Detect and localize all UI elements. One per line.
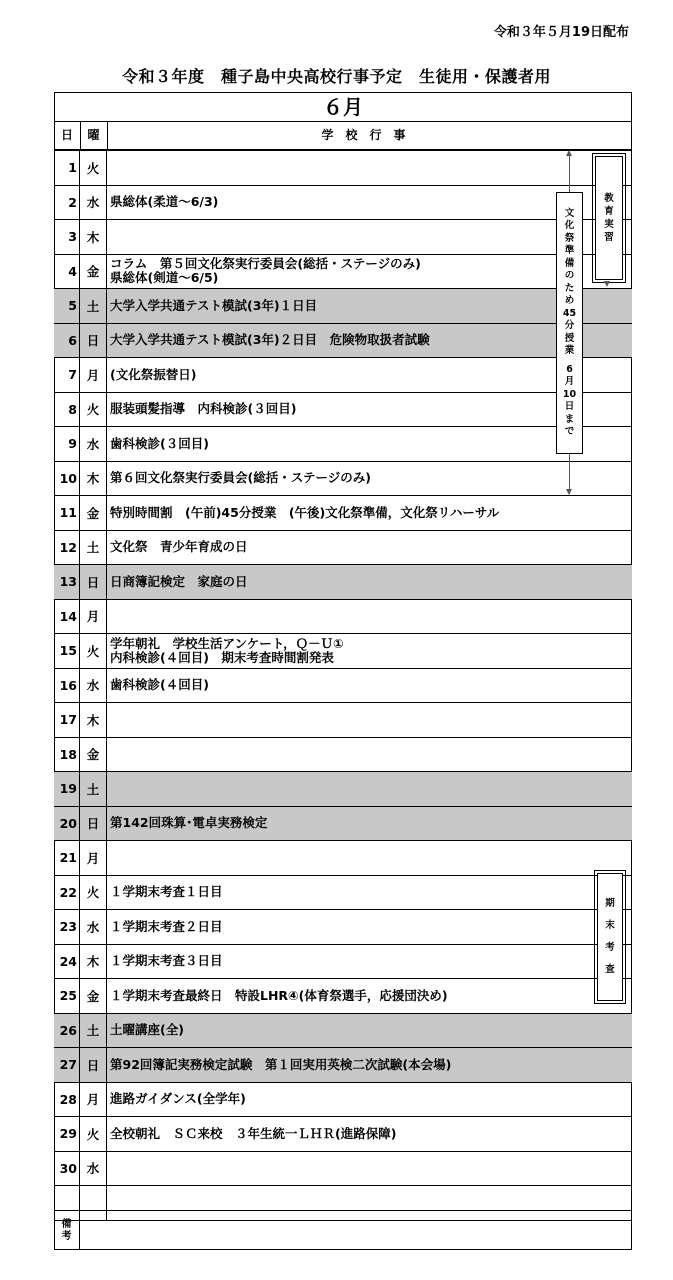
vertical-char: 月 (564, 376, 575, 387)
vertical-char: た (564, 282, 575, 294)
event-line: (文化祭振替日) (110, 366, 197, 382)
event-line: 歯科検診(４回目) (110, 677, 209, 693)
row-day: 3 (54, 220, 80, 254)
row-day: 7 (54, 358, 80, 392)
row-events (110, 634, 632, 668)
header-events: 学校行事 (321, 128, 418, 142)
row-events (110, 1152, 632, 1186)
row-events (110, 1014, 632, 1048)
schedule-rows (54, 151, 632, 1221)
row-events (110, 876, 632, 910)
table-row (54, 565, 632, 600)
row-day: 1 (54, 151, 80, 185)
table-row (54, 289, 632, 324)
notes-label-char: 備 (61, 1218, 72, 1230)
event-line: 歯科検診(３回目) (110, 435, 209, 451)
row-weekday: 金 (80, 979, 107, 1013)
event-line: １学期末考査最終日 特設LHR④(体育祭選手，応援団決め) (110, 987, 448, 1003)
vertical-char: 45 (562, 307, 577, 319)
row-weekday: 火 (80, 634, 107, 668)
row-day: 12 (54, 531, 80, 565)
row-day: 10 (54, 462, 80, 496)
row-weekday: 水 (80, 669, 107, 703)
row-events (110, 531, 632, 565)
row-day: 16 (54, 669, 80, 703)
notes-label-char: 考 (61, 1230, 72, 1242)
vertical-char: 分 (564, 320, 575, 331)
row-weekday: 水 (80, 186, 107, 220)
row-events (110, 669, 632, 703)
vertical-char: 業 (564, 345, 575, 356)
row-day: 23 (54, 910, 80, 944)
notes-row (54, 1210, 632, 1250)
table-row (54, 738, 632, 773)
table-row (54, 1048, 632, 1083)
row-weekday: 土 (80, 531, 107, 565)
row-day: 4 (54, 255, 80, 289)
row-day: 19 (54, 772, 80, 806)
row-day: 9 (54, 427, 80, 461)
event-line: 特別時間割 (午前)45分授業 (午後)文化祭準備，文化祭リハーサル (110, 504, 500, 520)
table-row (54, 841, 632, 876)
row-events (110, 151, 632, 185)
row-events (110, 358, 632, 392)
kyoiku-jisshu-box (595, 156, 623, 280)
table-row (54, 220, 632, 255)
kyoiku-arrow-icon (604, 281, 610, 287)
vertical-char: 備 (564, 257, 575, 269)
vertical-char: 6 (566, 363, 573, 375)
vertical-char: 化 (564, 220, 575, 231)
row-day: 8 (54, 393, 80, 427)
row-events (110, 496, 632, 530)
bunkasai-arrow-up-icon (566, 150, 572, 156)
row-day: 17 (54, 703, 80, 737)
row-events (110, 427, 632, 461)
row-events (110, 772, 632, 806)
row-day: 15 (54, 634, 80, 668)
vertical-char: め (564, 295, 575, 306)
table-row (54, 186, 632, 221)
row-day: 24 (54, 945, 80, 979)
page-title: 令和３年度 種子島中央高校行事予定 生徒用・保護者用 (121, 67, 551, 86)
row-events (110, 324, 632, 358)
row-day: 27 (54, 1048, 80, 1082)
table-row (54, 1014, 632, 1049)
table-row (54, 634, 632, 669)
vertical-char: 末 (605, 920, 615, 931)
event-line: １学期末考査２日目 (110, 918, 223, 934)
table-row (54, 1117, 632, 1152)
bunkasai-line-top (569, 154, 570, 192)
table-row (54, 151, 632, 186)
month-heading: ６月 (54, 92, 632, 122)
table-row (54, 531, 632, 566)
row-day: 30 (54, 1152, 80, 1186)
vertical-char: 祭 (564, 232, 575, 244)
vertical-char: 教 (604, 193, 614, 204)
row-day: 18 (54, 738, 80, 772)
event-line: 日商簿記検定 家庭の日 (110, 573, 248, 589)
row-events (110, 738, 632, 772)
event-line: 第92回簿記実務検定試験 第１回実用英検二次試験(本会場) (110, 1056, 452, 1072)
event-line: １学期末考査１日目 (110, 884, 223, 900)
row-day: 5 (54, 289, 80, 323)
event-line: 内科検診(４回目) 期末考査時間割発表 (110, 649, 334, 665)
kimatsu-kousa-box (597, 873, 623, 1001)
row-weekday: 土 (80, 289, 107, 323)
row-events (110, 841, 632, 875)
row-events (110, 979, 632, 1013)
row-weekday: 木 (80, 945, 107, 979)
row-day: 22 (54, 876, 80, 910)
table-row (54, 669, 632, 704)
row-weekday: 日 (80, 565, 107, 599)
row-events (110, 393, 632, 427)
row-day: 20 (54, 807, 80, 841)
vertical-char: ま (564, 413, 575, 425)
vertical-char: 10 (562, 388, 577, 400)
table-row (54, 703, 632, 738)
table-row (54, 807, 632, 842)
row-events (110, 220, 632, 254)
vertical-char: 授 (564, 332, 575, 344)
table-row (54, 393, 632, 428)
event-line: 県総体(剣道～6/5) (110, 270, 219, 286)
row-weekday: 日 (80, 324, 107, 358)
row-weekday: 月 (80, 841, 107, 875)
table-row (54, 772, 632, 807)
table-row (54, 427, 632, 462)
row-day: 29 (54, 1117, 80, 1151)
row-events (110, 1083, 632, 1117)
vertical-char: の (564, 270, 575, 281)
table-header (54, 122, 632, 151)
event-line: 大学入学共通テスト模試(3年)２日目 危険物取扱者試験 (110, 332, 430, 348)
table-row (54, 945, 632, 980)
event-line: 第６回文化祭実行委員会(総括・ステージのみ) (110, 470, 371, 486)
row-weekday: 日 (80, 1048, 107, 1082)
vertical-char: 文 (564, 207, 575, 219)
event-line: 服装頭髪指導 内科検診(３回目) (110, 401, 297, 417)
row-events (110, 289, 632, 323)
table-row (54, 979, 632, 1014)
table-row (54, 358, 632, 393)
row-weekday: 月 (80, 358, 107, 392)
vertical-char: 準 (564, 245, 575, 256)
bunkasai-junbi-box (556, 192, 583, 454)
row-day: 6 (54, 324, 80, 358)
bunkasai-arrow-down-icon (566, 489, 572, 495)
event-line: 全校朝礼 ＳＣ来校 ３年生統一ＬＨＲ(進路保障) (110, 1125, 397, 1141)
row-events (110, 462, 632, 496)
row-weekday: 木 (80, 220, 107, 254)
row-weekday: 金 (80, 496, 107, 530)
row-weekday: 月 (80, 600, 107, 634)
row-events (110, 703, 632, 737)
event-line: １学期末考査３日目 (110, 953, 223, 969)
vertical-char: 期 (605, 898, 615, 909)
table-row (54, 255, 632, 290)
row-day: 14 (54, 600, 80, 634)
table-row (54, 910, 632, 945)
row-events (110, 600, 632, 634)
row-weekday: 火 (80, 393, 107, 427)
table-row (54, 324, 632, 359)
row-weekday: 木 (80, 462, 107, 496)
event-line: コラム 第５回文化祭実行委員会(総括・ステージのみ) (110, 256, 421, 272)
table-row (54, 600, 632, 635)
event-line: 大学入学共通テスト模試(3年)１日目 (110, 297, 318, 313)
vertical-char: 考 (605, 942, 615, 953)
header-day: 日 (54, 122, 81, 149)
event-line: 土曜講座(全) (110, 1022, 184, 1038)
row-events (110, 255, 632, 289)
row-weekday: 土 (80, 1014, 107, 1048)
row-weekday: 金 (80, 255, 107, 289)
row-day: 26 (54, 1014, 80, 1048)
vertical-char: 実 (604, 219, 614, 230)
event-line: 第142回珠算･電卓実務検定 (110, 815, 268, 831)
row-weekday: 水 (80, 427, 107, 461)
row-events (110, 1048, 632, 1082)
vertical-char: 査 (605, 964, 615, 975)
row-day: 21 (54, 841, 80, 875)
row-weekday: 土 (80, 772, 107, 806)
row-events (110, 910, 632, 944)
bunkasai-line-bottom (569, 454, 570, 490)
row-day: 2 (54, 186, 80, 220)
row-day: 28 (54, 1083, 80, 1117)
vertical-char: 育 (604, 206, 614, 217)
row-day: 25 (54, 979, 80, 1013)
table-row (54, 462, 632, 497)
table-row (54, 876, 632, 911)
distribution-date: 令和３年５月19日配布 (493, 25, 629, 40)
row-day: 13 (54, 565, 80, 599)
row-weekday: 火 (80, 1117, 107, 1151)
row-events (110, 1117, 632, 1151)
row-events (110, 807, 632, 841)
row-weekday: 日 (80, 807, 107, 841)
row-day: 11 (54, 496, 80, 530)
vertical-char: 日 (564, 401, 575, 412)
vertical-char: で (564, 426, 575, 437)
row-weekday: 木 (80, 703, 107, 737)
event-line: 文化祭 青少年育成の日 (110, 539, 248, 555)
row-weekday: 水 (80, 1152, 107, 1186)
header-weekday: 曜 (80, 122, 108, 149)
event-line: 学年朝礼 学校生活アンケート，Ｑ－Ｕ① (110, 635, 344, 651)
vertical-char: 習 (604, 232, 614, 243)
row-weekday: 火 (80, 876, 107, 910)
table-row (54, 1083, 632, 1118)
row-events (110, 945, 632, 979)
row-weekday: 金 (80, 738, 107, 772)
table-row (54, 1152, 632, 1187)
notes-label (54, 1211, 80, 1250)
event-line: 進路ガイダンス(全学年) (110, 1091, 246, 1107)
row-weekday: 水 (80, 910, 107, 944)
row-events (110, 565, 632, 599)
row-weekday: 月 (80, 1083, 107, 1117)
row-events (110, 186, 632, 220)
row-weekday: 火 (80, 151, 107, 185)
table-row (54, 496, 632, 531)
event-line: 県総体(柔道～6/3) (110, 194, 219, 210)
